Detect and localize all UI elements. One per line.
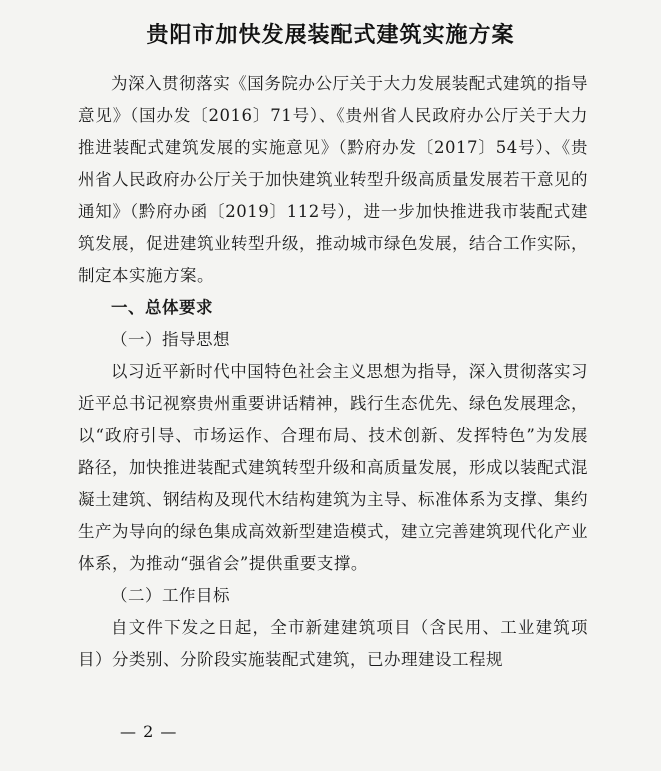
- section-heading-overall-requirements: 一、总体要求: [111, 298, 213, 317]
- page-number: — 2 —: [120, 722, 178, 741]
- document-body: [78, 68, 588, 676]
- subsection-heading-work-goals: （二）工作目标: [111, 586, 230, 605]
- document-title: 贵阳市加快发展装配式建筑实施方案: [146, 22, 515, 48]
- intro-paragraph: 为深入贯彻落实《国务院办公厅关于大力发展装配式建筑的指导意见》（国办发〔2016〕71号）、《贵州省人民政府办公厅关于大力推进装配式建筑发展的实施意见》（黔府办发〔2017〕54号）、《贵州省人民政府办公厅关于加快建筑业转型升级高质量发展若干意见的通知》（黔府办函〔2019〕112号），进一步加快推进我市装配式建筑发展，促进建筑业转型升级，推动城市绿色发展，结合工作实际，制定本实施方案。: [78, 74, 588, 285]
- subsection-heading-guiding-ideology: （一）指导思想: [111, 330, 230, 349]
- guiding-ideology-paragraph: 以习近平新时代中国特色社会主义思想为指导，深入贯彻落实习近平总书记视察贵州重要讲话精神，践行生态优先、绿色发展理念，以“政府引导、市场运作、合理布局、技术创新、发挥特色”为发展路径，加快推进装配式建筑转型升级和高质量发展，形成以装配式混凝土建筑、钢结构及现代木结构建筑为主导、标准体系为支撑、集约生产为导向的绿色集成高效新型建造模式，建立完善建筑现代化产业体系，为推动“强省会”提供重要支撑。: [78, 362, 588, 573]
- work-goals-paragraph: 自文件下发之日起，全市新建建筑项目（含民用、工业建筑项目）分类别、分阶段实施装配式建筑，已办理建设工程规: [78, 618, 588, 669]
